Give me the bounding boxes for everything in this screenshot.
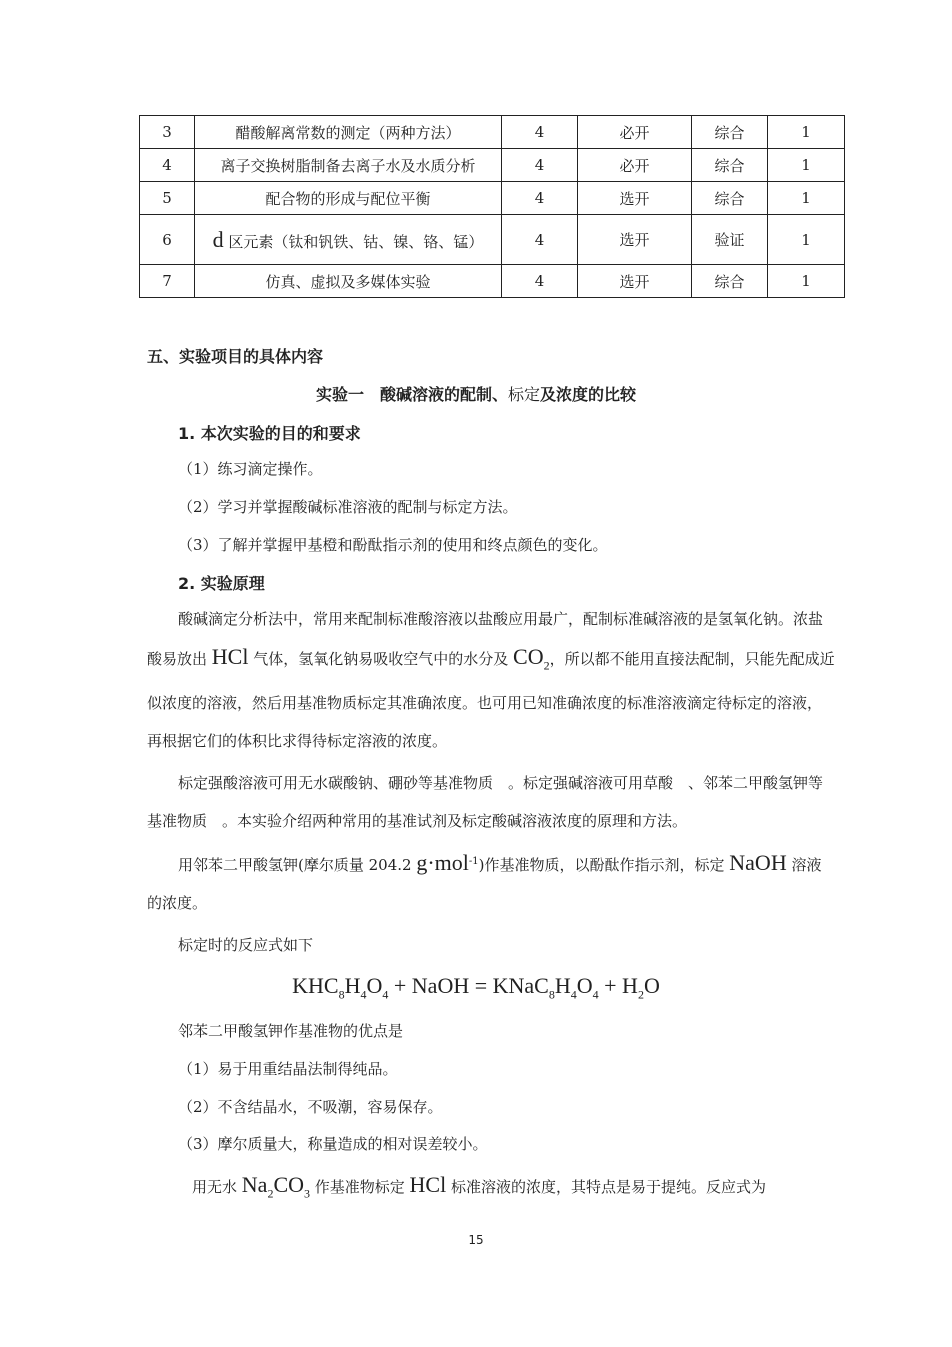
page-number: 15	[468, 1233, 484, 1247]
experiment-title	[0, 382, 952, 405]
cell-groups: 1	[768, 116, 845, 149]
formula-hcl: HCl	[211, 644, 249, 669]
formula-na2co3: $Na_2CO_3$	[241, 1172, 310, 1201]
cell-name: 离子交换树脂制备去离子水及水质分析	[195, 149, 502, 182]
table-row	[140, 215, 845, 265]
cell-name-text: 区元素（钛和钒铁、钴、镍、铬、锰）	[223, 232, 484, 251]
cell-groups: 1	[768, 149, 845, 182]
aim-item: （1）练习滴定操作。	[178, 460, 323, 478]
advantage-item: （2）不含结晶水，不吸潮，容易保存。	[178, 1098, 443, 1116]
cell-requirement: 选开	[578, 265, 692, 298]
cell-requirement: 必开	[578, 149, 692, 182]
table-row	[140, 265, 845, 298]
experiment-title-part1: 实验一 酸碱溶液的配制、	[315, 385, 508, 404]
section-heading: 五、实验项目的具体内容	[147, 347, 324, 366]
formula-co2: $CO_2$	[513, 644, 550, 673]
formula-naoh: NaOH	[729, 850, 787, 875]
cell-requirement: 必开	[578, 116, 692, 149]
paragraph-reaction-intro: 标定时的反应式如下	[178, 936, 314, 954]
cell-groups: 1	[768, 265, 845, 298]
table-row	[140, 182, 845, 215]
paragraph-standards: 标定强酸溶液可用无水碳酸钠、硼砂等基准物质 。标定强碱溶液可用草酸 、邻苯二甲酸氢钾等基准物质 。本实验介绍两种常用的基准试剂及标定酸碱溶液浓度的原理和方法。	[147, 774, 824, 830]
reaction-equation: $KHC_8H_4O_4$ + NaOH = $KNaC_8H_4O_4 + H_2O$	[292, 973, 660, 1002]
paragraph-khp: 用邻苯二甲酸氢钾(摩尔质量 204.2 g·mol$^{-1}$)作基准物质，以酚酞作指示剂，标定 NaOH 溶液的浓度。	[147, 850, 822, 912]
cell-name: 仿真、虚拟及多媒体实验	[195, 265, 502, 298]
cell-groups: 1	[768, 215, 845, 265]
d-block-letter: d	[212, 226, 224, 252]
cell-type: 综合	[692, 182, 768, 215]
cell-no: 5	[140, 182, 195, 215]
cell-no: 4	[140, 149, 195, 182]
table-row	[140, 149, 845, 182]
paragraph-advantages-intro: 邻苯二甲酸氢钾作基准物的优点是	[178, 1022, 404, 1040]
cell-no: 7	[140, 265, 195, 298]
experiment-table	[139, 115, 845, 298]
advantage-item: （3）摩尔质量大，称量造成的相对误差较小。	[178, 1135, 488, 1153]
cell-requirement: 选开	[578, 182, 692, 215]
cell-no: 3	[140, 116, 195, 149]
unit-g-mol: g·mol	[416, 850, 469, 875]
cell-hours: 4	[502, 265, 578, 298]
cell-hours: 4	[502, 182, 578, 215]
table-row	[140, 116, 845, 149]
cell-type: 综合	[692, 265, 768, 298]
cell-hours: 4	[502, 215, 578, 265]
cell-name: 醋酸解离常数的测定（两种方法）	[195, 116, 502, 149]
experiment-title-part2: 标定	[507, 385, 540, 404]
subheading-principle: 2. 实验原理	[178, 574, 265, 593]
experiment-title-part3: 及浓度的比较	[540, 385, 637, 404]
aim-item: （2）学习并掌握酸碱标准溶液的配制与标定方法。	[178, 498, 518, 516]
cell-groups: 1	[768, 182, 845, 215]
paragraph-na2co3: 用无水 $Na_2CO_3$ 作基准物标定 HCl 标准溶液的浓度，其特点是易于提纯。反应式为	[192, 1172, 767, 1201]
cell-name	[195, 215, 502, 265]
subheading-aims: 1. 本次实验的目的和要求	[178, 424, 361, 443]
paragraph-principle: 酸碱滴定分析法中，常用来配制标准酸溶液以盐酸应用最广，配制标准碱溶液的是氢氧化钠。浓盐酸易放出 HCl 气体，氢氧化钠易吸收空气中的水分及 $CO_2$，所以都不能用直接法配制，只能先配成近似浓度的溶液，然后用基准物质标定其准确浓度。也可用已知准确浓度的标准溶液滴定待标定的溶液，再根据它们的体积比求得待标定溶液的浓度。	[147, 610, 835, 751]
aim-item: （3）了解并掌握甲基橙和酚酞指示剂的使用和终点颜色的变化。	[178, 536, 608, 554]
cell-hours: 4	[502, 149, 578, 182]
cell-type: 验证	[692, 215, 768, 265]
cell-no: 6	[140, 215, 195, 265]
cell-type: 综合	[692, 116, 768, 149]
cell-name: 配合物的形成与配位平衡	[195, 182, 502, 215]
cell-requirement: 选开	[578, 215, 692, 265]
cell-type: 综合	[692, 149, 768, 182]
formula-hcl: HCl	[409, 1172, 447, 1197]
advantage-item: （1）易于用重结晶法制得纯品。	[178, 1060, 398, 1078]
cell-hours: 4	[502, 116, 578, 149]
